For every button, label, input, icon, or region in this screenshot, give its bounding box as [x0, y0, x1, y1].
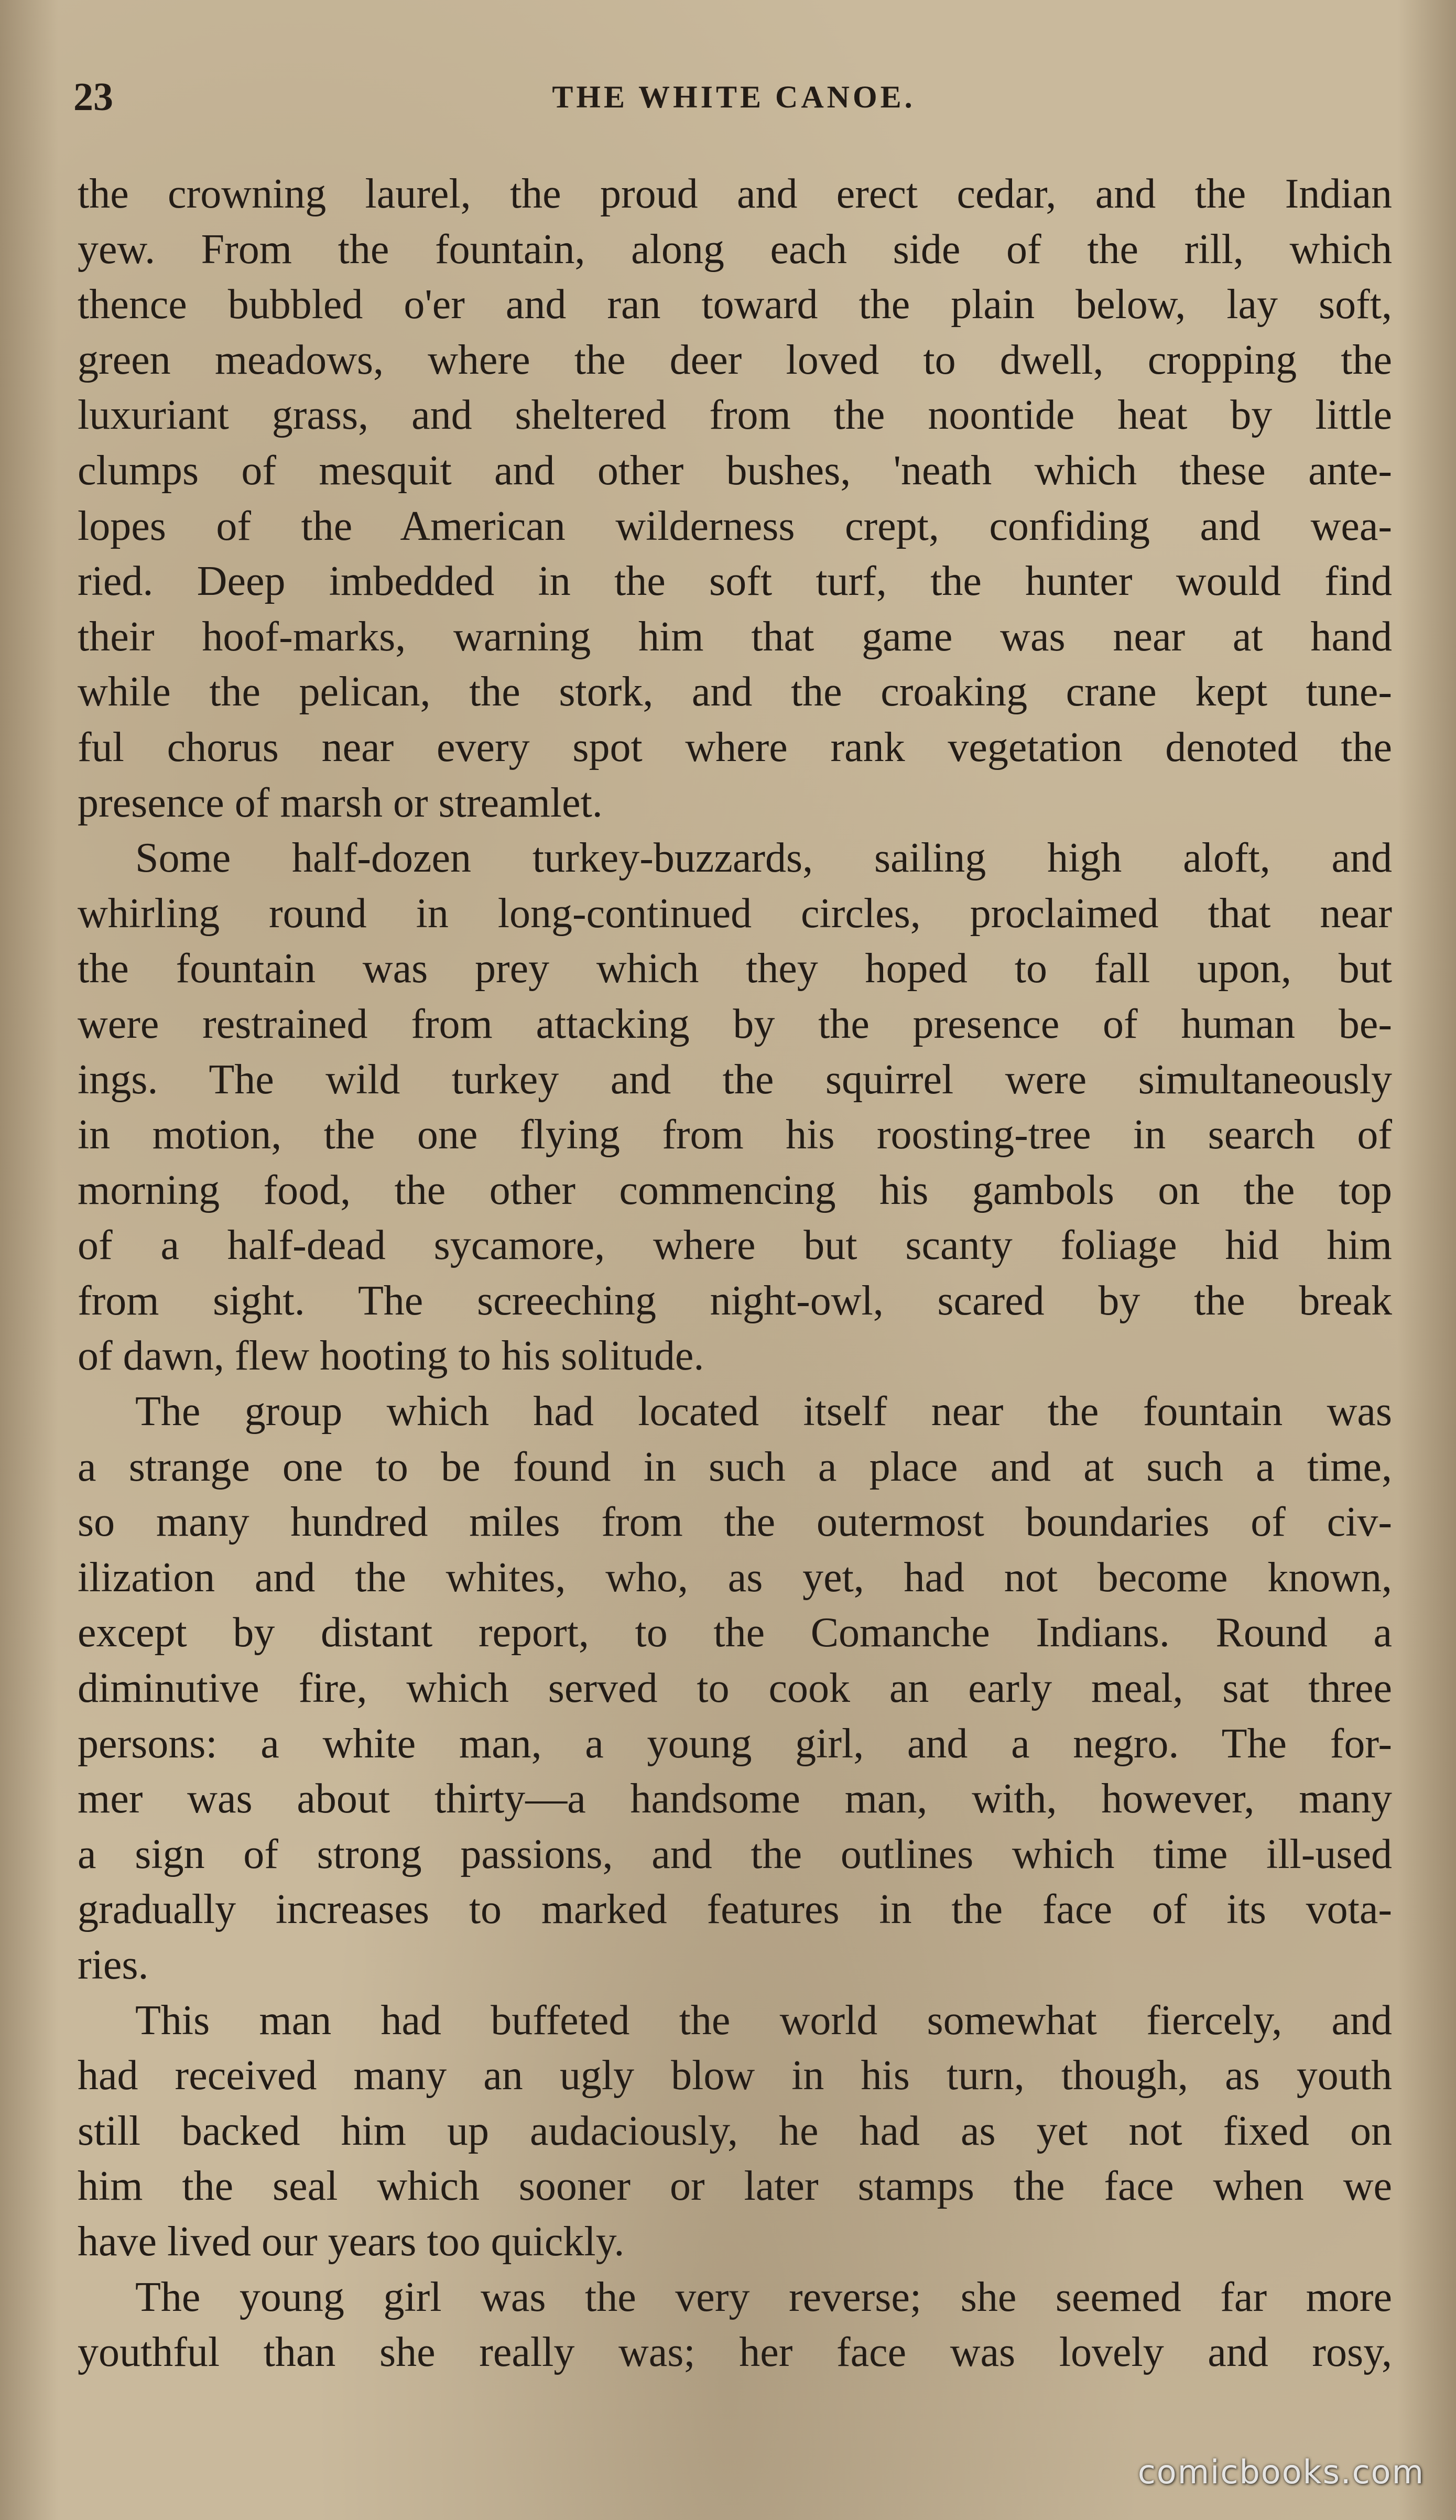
text-line: have lived our years too quickly. — [78, 2218, 625, 2265]
text-line: of dawn, flew hooting to his solitude. — [78, 1333, 704, 1380]
text-line: had received many an ugly blow in his turn, though, as youth — [78, 2052, 1392, 2099]
text-line: Some half-dozen turkey-buzzards, sailing high aloft, and — [135, 835, 1392, 882]
body-text — [78, 167, 1392, 2381]
paragraph-3 — [78, 1384, 1392, 1993]
text-line: him the seal which sooner or later stamps the face when we — [78, 2163, 1392, 2210]
text-line: ful chorus near every spot where rank vegetation denoted the — [78, 724, 1392, 770]
text-line: ilization and the whites, who, as yet, had not become known, — [78, 1554, 1392, 1601]
text-line: The young girl was the very reverse; she seemed far more — [135, 2274, 1392, 2320]
text-line: except by distant report, to the Comanche Indians. Round a — [78, 1610, 1392, 1656]
text-line: the crowning laurel, the proud and erect cedar, and the Indian — [78, 171, 1392, 217]
text-line: in motion, the one flying from his roosting-tree in search of — [78, 1112, 1392, 1158]
text-line: thence bubbled o'er and ran toward the plain below, lay soft, — [78, 281, 1392, 328]
text-line: were restrained from attacking by the presence of human be- — [78, 1001, 1392, 1047]
text-line: a sign of strong passions, and the outlines which time ill-used — [78, 1831, 1392, 1877]
text-line: clumps of mesquit and other bushes, 'neath which these ante- — [78, 447, 1392, 494]
text-line: the fountain was prey which they hoped to fall upon, but — [78, 946, 1392, 992]
text-line: gradually increases to marked features in the face of its vota- — [78, 1886, 1392, 1933]
text-line: from sight. The screeching night-owl, scared by the break — [78, 1277, 1392, 1324]
paragraph-1 — [78, 167, 1392, 831]
text-line: while the pelican, the stork, and the croaking crane kept tune- — [78, 669, 1392, 715]
text-line: youthful than she really was; her face was lovely and rosy, — [78, 2329, 1392, 2376]
text-line: presence of marsh or streamlet. — [78, 779, 603, 826]
text-line: The group which had located itself near the fountain was — [135, 1388, 1392, 1435]
text-line: still backed him up audaciously, he had as yet not fixed on — [78, 2108, 1392, 2154]
text-line: ries. — [78, 1942, 149, 1988]
text-line: ings. The wild turkey and the squirrel were simultaneously — [78, 1056, 1392, 1103]
text-line: of a half-dead sycamore, where but scanty foliage hid him — [78, 1222, 1392, 1269]
text-line: so many hundred miles from the outermost boundaries of civ- — [78, 1499, 1392, 1546]
text-line: luxuriant grass, and sheltered from the noontide heat by little — [78, 392, 1392, 439]
text-line: morning food, the other commencing his gambols on the top — [78, 1167, 1392, 1213]
paragraph-2 — [78, 831, 1392, 1384]
text-line: persons: a white man, a young girl, and a negro. The for- — [78, 1720, 1392, 1767]
text-line: yew. From the fountain, along each side of the rill, which — [78, 226, 1392, 273]
text-line: This man had buffeted the world somewhat fiercely, and — [135, 1997, 1392, 2044]
text-line: ried. Deep imbedded in the soft turf, the hunter would find — [78, 558, 1392, 605]
paragraph-5 — [78, 2270, 1392, 2381]
text-line: whirling round in long-continued circles, proclaimed that near — [78, 890, 1392, 937]
text-line: lopes of the American wilderness crept, confiding and wea- — [78, 503, 1392, 549]
text-line: their hoof-marks, warning him that game was near at hand — [78, 613, 1392, 660]
text-line: diminutive fire, which served to cook an early meal, sat three — [78, 1665, 1392, 1712]
paragraph-4 — [78, 1993, 1392, 2270]
running-title: THE WHITE CANOE. — [552, 80, 916, 114]
watermark: comicbooks.com — [1137, 2453, 1425, 2491]
text-line: mer was about thirty—a handsome man, with, however, many — [78, 1776, 1392, 1822]
text-line: green meadows, where the deer loved to dwell, cropping the — [78, 336, 1392, 383]
page-number: 23 — [73, 75, 113, 119]
text-line: a strange one to be found in such a place and at such a time, — [78, 1443, 1392, 1490]
running-head — [73, 68, 1394, 126]
